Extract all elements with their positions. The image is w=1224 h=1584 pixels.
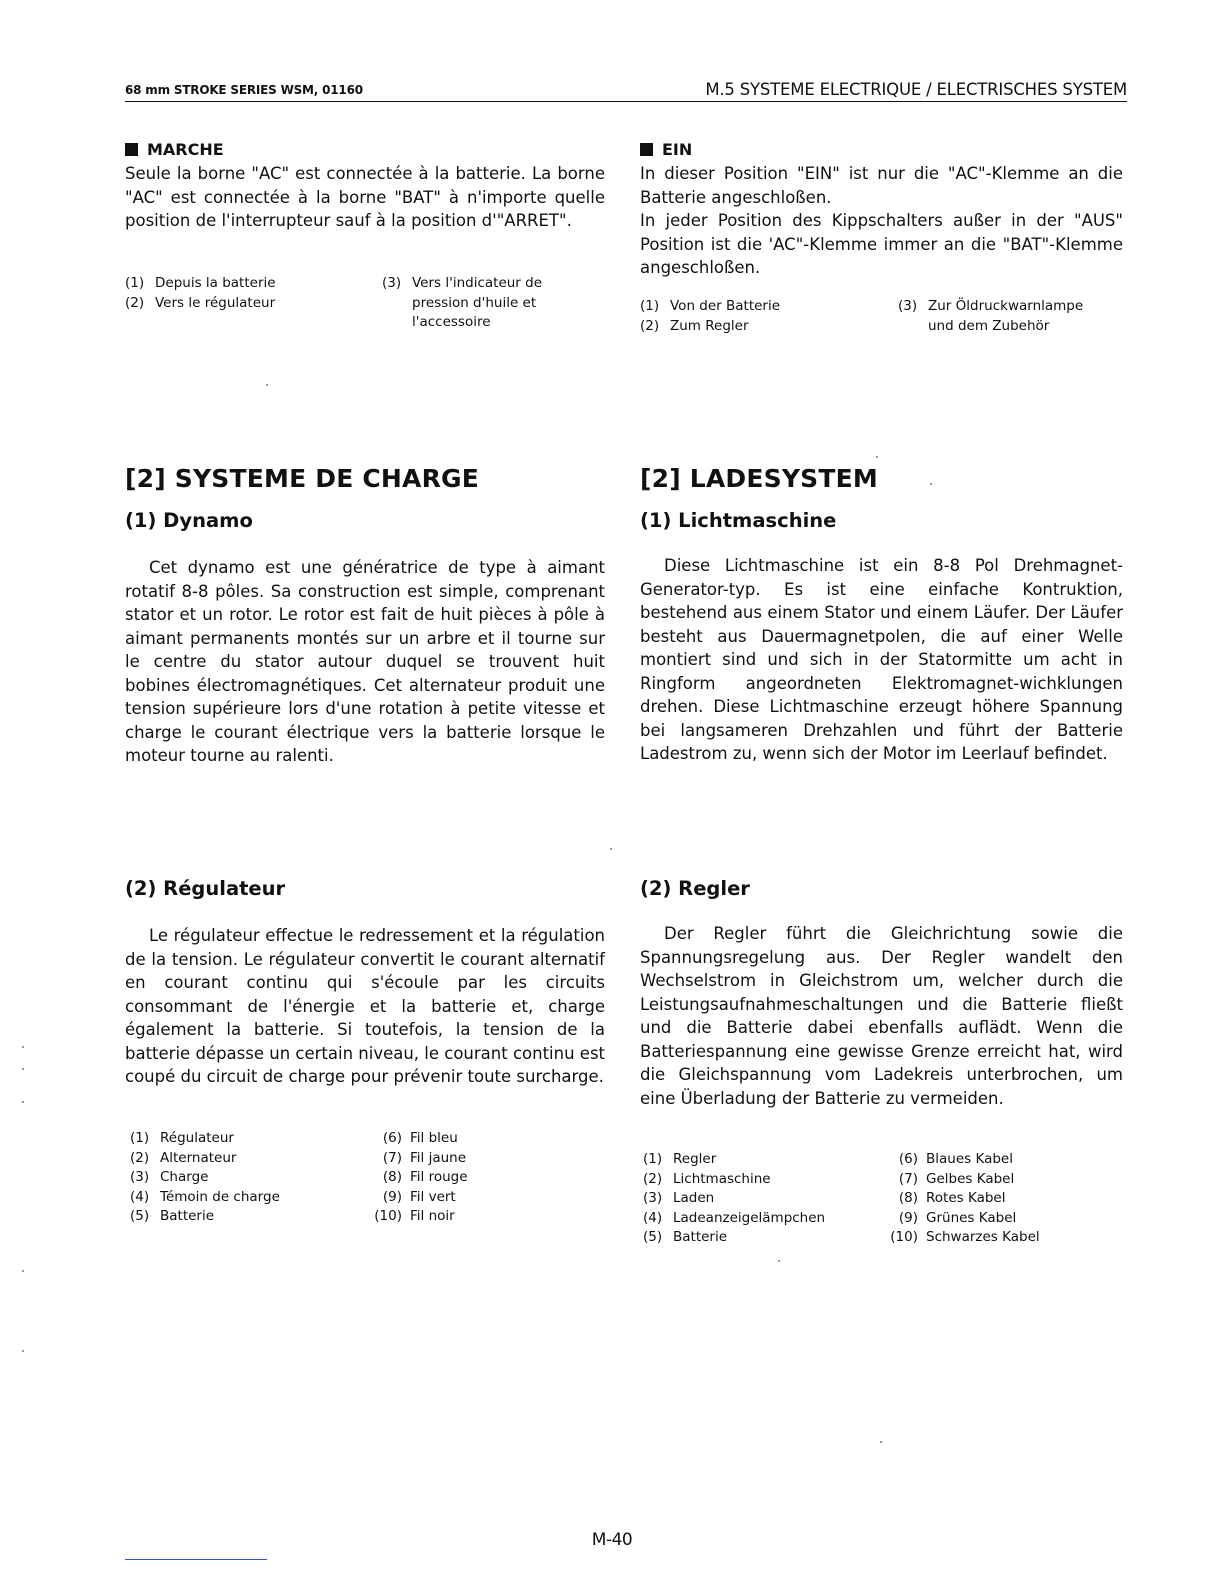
legend-item: (8) Fil rouge: [382, 1169, 468, 1185]
legend-item: (10) Schwarzes Kabel: [890, 1229, 1040, 1245]
ein-legend-right: [898, 297, 1108, 336]
legend-item: (1) Von der Batterie: [640, 298, 781, 314]
legend-item: (3) Vers l'indicateur de pression d'huile et l'accessoire: [382, 275, 543, 330]
legend-item: (4) Témoin de charge: [130, 1188, 280, 1205]
legend-item: (9) Fil vert: [382, 1188, 456, 1205]
lichtmaschine-subtitle: (1) Lichtmaschine: [640, 509, 837, 532]
ein-body-1: In dieser Position "EIN" ist nur die "AC"-Klemme an die Batterie angeschloßen.: [640, 164, 1123, 207]
scan-speck: [930, 483, 932, 485]
ein-body: [640, 162, 1123, 280]
charge-title-de: [2] LADESYSTEM: [640, 464, 878, 493]
regulateur-subtitle: (2) Régulateur: [125, 877, 286, 900]
square-bullet-icon: [125, 143, 138, 156]
legend-item: (5) Batterie: [643, 1229, 728, 1245]
header-section-title: M.5 SYSTEME ELECTRIQUE / ELECTRISCHES SYSTEM: [705, 80, 1127, 99]
scan-speck: [22, 1350, 24, 1352]
scan-speck: [22, 1046, 24, 1048]
legend-item: (3) Charge: [130, 1169, 209, 1185]
scan-speck: [778, 1260, 780, 1262]
scan-speck: [610, 848, 612, 850]
legend-item: (2) Vers le régulateur: [125, 294, 276, 311]
legend-item: (7) Fil jaune: [382, 1149, 467, 1166]
footer-blue-rule: [125, 1559, 267, 1560]
regulateur-body: Le régulateur effectue le redressement et la régulation de la tension. Le régulateur convertit le courant alternatif en courant continu qui s'écoule par les circuits consommant de l'énergie et la batterie et, charge également la batterie. Si toutefois, la tension de la batterie dépasse un certain niveau, le courant continu est coupé du circuit de charge pour prévenir toute surcharge.: [125, 926, 606, 1086]
marche-body: Seule la borne "AC" est connectée à la batterie. La borne "AC" est connectée à la borne "BAT" à n'importe quelle position de l'interrupteur sauf à la position d'"ARRET".: [125, 164, 605, 230]
header-series-code: 68 mm STROKE SERIES WSM, 01160: [125, 83, 363, 97]
square-bullet-icon: [640, 143, 653, 156]
legend-item: (9) Grünes Kabel: [898, 1209, 1017, 1226]
regulateur-legend-left: [130, 1129, 360, 1227]
scan-speck: [266, 384, 268, 386]
marche-heading: [125, 140, 605, 159]
ein-body-2: In jeder Position des Kippschalters außer in der "AUS" Position ist die 'AC"-Klemme immer an die "BAT"-Klemme angeschloßen.: [640, 211, 1123, 277]
charge-title-fr: [2] SYSTEME DE CHARGE: [125, 464, 480, 493]
scan-speck: [22, 1270, 24, 1272]
legend-item: (5) Batterie: [130, 1208, 215, 1224]
dynamo-body: Cet dynamo est une génératrice de type à aimant rotatif 8-8 pôles. Sa construction est simple, comprenant stator et un rotor. Le rotor est fait de huit pièces à pôle à aimant permanents montés sur un arbre et il tourne sur le centre du stator autour duquel se trouvent huit bobines électromagnétiques. Cet alternateur produit une tension supérieure lors d'une rotation à petite vitesse et charge le courant électrique vers la batterie lorsque le moteur tourne au ralenti.: [125, 558, 605, 765]
legend-item: (6) Blaues Kabel: [898, 1151, 1013, 1167]
scan-speck: [880, 1441, 882, 1443]
legend-item: (1) Depuis la batterie: [125, 275, 276, 291]
page-number: M-40: [591, 1530, 633, 1550]
regulateur-legend-right: [370, 1129, 570, 1227]
scan-speck: [22, 1101, 24, 1103]
legend-item: (1) Regler: [643, 1151, 717, 1167]
legend-item: (2) Alternateur: [130, 1149, 237, 1166]
marche-title: MARCHE: [147, 140, 224, 159]
ein-title: EIN: [662, 140, 693, 159]
regler-legend-right: [886, 1150, 1106, 1248]
regler-legend-left: [643, 1150, 883, 1248]
legend-item: (3) Laden: [643, 1190, 715, 1206]
legend-item: (7) Gelbes Kabel: [898, 1170, 1015, 1187]
legend-item: (10) Fil noir: [374, 1208, 455, 1224]
legend-item: (6) Fil bleu: [382, 1130, 458, 1146]
legend-item: (2) Lichtmaschine: [643, 1170, 771, 1187]
legend-item: (3) Zur Öldruckwarnlampe und dem Zubehör: [898, 298, 1084, 334]
legend-item: (1) Régulateur: [130, 1130, 234, 1146]
legend-item: (4) Ladeanzeigelämpchen: [643, 1209, 826, 1226]
marche-legend-right: [382, 274, 582, 333]
dynamo-subtitle: (1) Dynamo: [125, 509, 253, 532]
regler-body: Der Regler führt die Gleichrichtung sowie die Spannungsregelung aus. Der Regler wandelt den Wechselstrom in Gleichstrom um, welcher durch die Leistungsaufnahmeschaltungen und die Batterie fließt und die Batterie dabei ebenfalls auflädt. Wenn die Batteriespannung eine gewisse Grenze erreicht hat, wird die Gleichspannung vom Ladekreis unterbrochen, um eine Überladung der Batterie zu vermeiden.: [640, 924, 1123, 1108]
legend-item: (8) Rotes Kabel: [898, 1190, 1006, 1206]
ein-legend-left: [640, 297, 880, 336]
scan-speck: [22, 1068, 24, 1070]
lichtmaschine-body: Diese Lichtmaschine ist ein 8-8 Pol Drehmagnet-Generator-typ. Es ist eine einfache Kontruktion, bestehend aus einem Stator und einem Läufer. Der Läufer besteht aus Dauermagnetpolen, die auf einer Welle montiert sind und sich in der Statormitte um acht in Ringform angeordneten Elektromagnet-wichklungen drehen. Diese Lichtmaschine erzeugt höhere Spannung bei langsameren Drehzahlen und führt der Batterie Ladestrom zu, wenn sich der Motor im Leerlauf befindet.: [640, 556, 1123, 763]
marche-legend-left: [125, 274, 365, 313]
regler-subtitle: (2) Regler: [640, 877, 750, 900]
scan-speck: [876, 456, 878, 458]
ein-heading: [640, 140, 1123, 159]
legend-item: (2) Zum Regler: [640, 317, 749, 334]
header-rule: [125, 101, 1127, 102]
